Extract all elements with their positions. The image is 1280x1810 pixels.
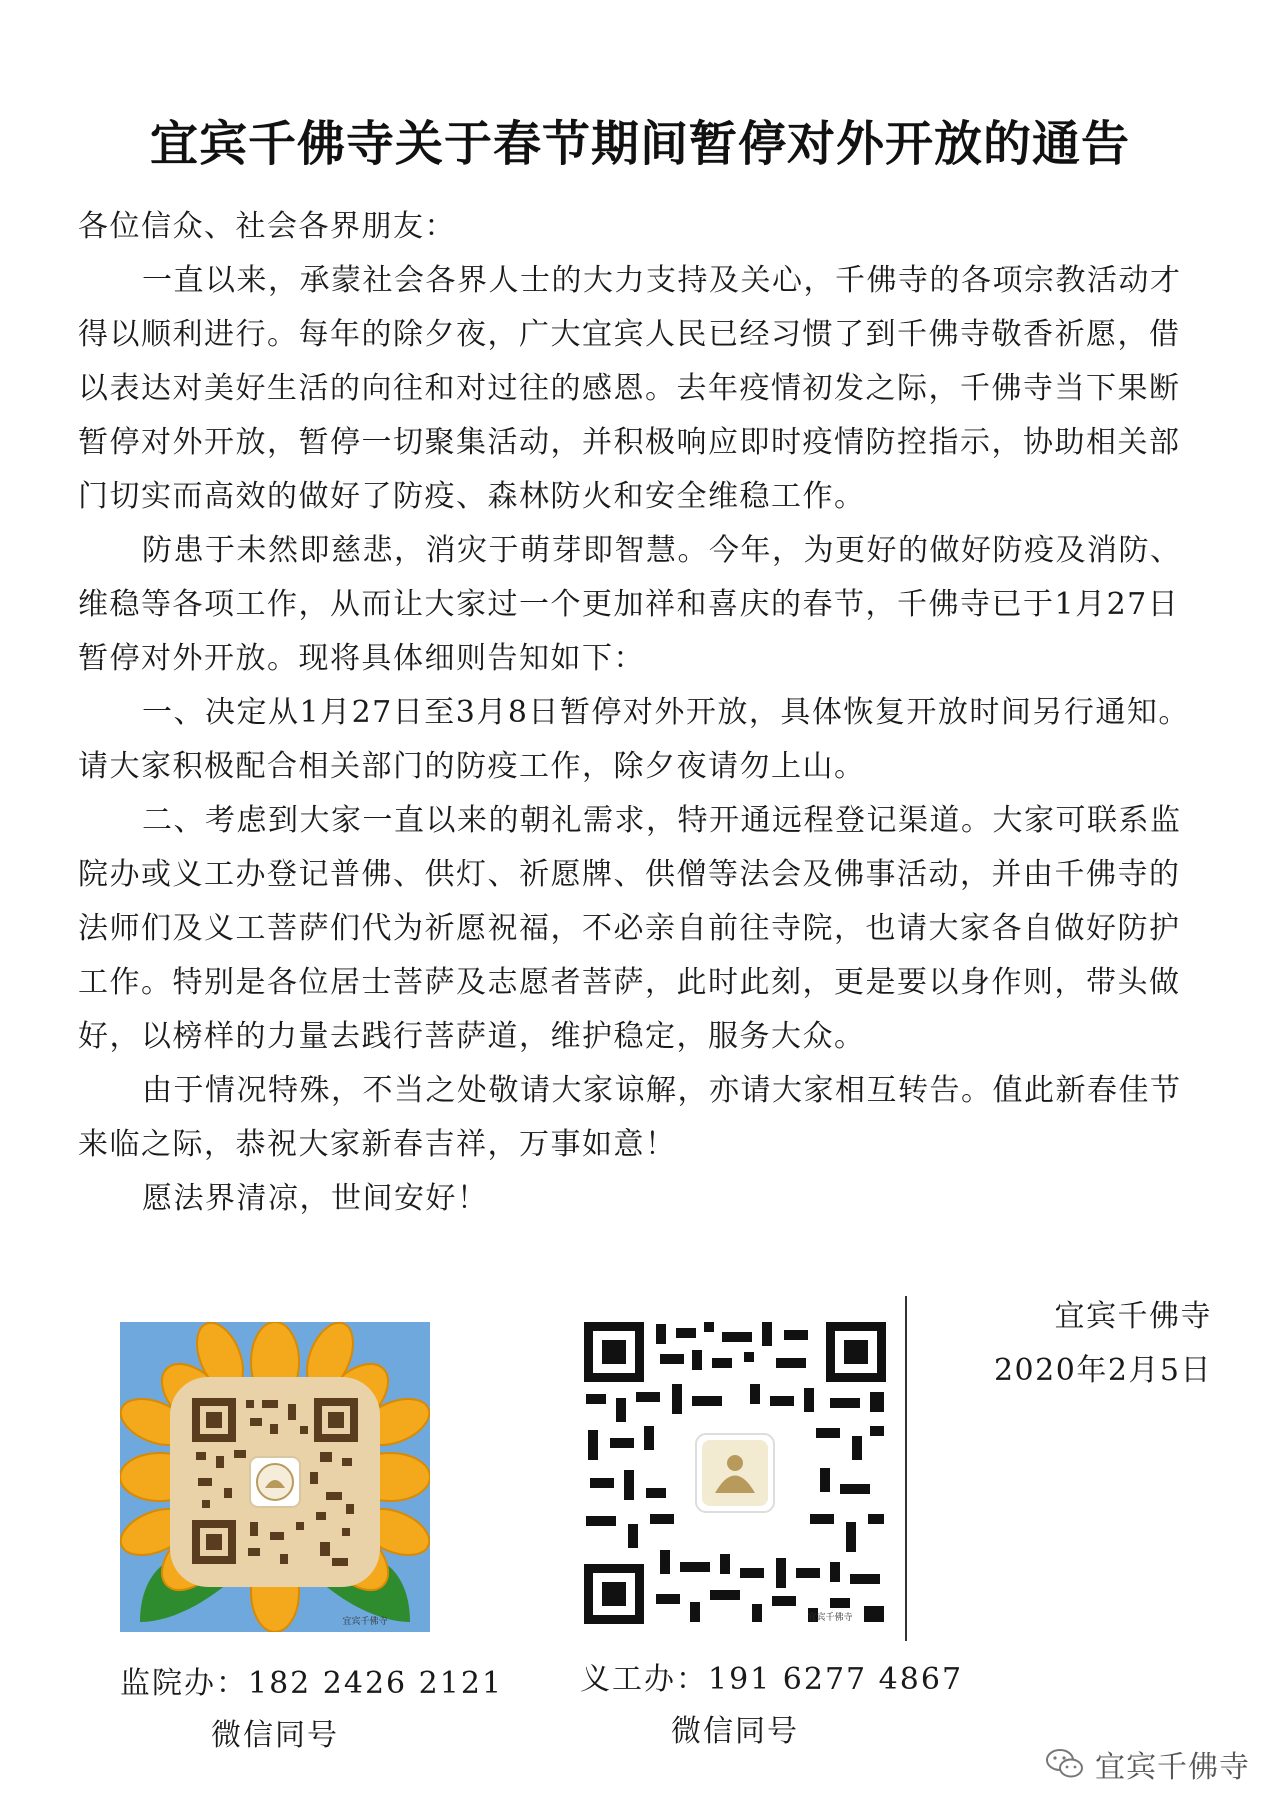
contact-note-jianyuan: 微信同号 [211, 1718, 339, 1753]
signature-org: 宜宾千佛寺 [1054, 1299, 1212, 1334]
contact-note-yigong: 微信同号 [671, 1714, 799, 1749]
account-watermark [1045, 1742, 1250, 1786]
greeting: 各位信众、社会各界朋友： [78, 209, 456, 244]
contact-block-yigong [580, 1318, 964, 1758]
qr-caption-left: 宜宾千佛寺 [342, 1617, 388, 1627]
notice-title: 宜宾千佛寺关于春节期间暂停对外开放的通告 [149, 116, 1130, 172]
vertical-divider [905, 1296, 907, 1641]
notice-body [78, 200, 1208, 1226]
paragraph-1: 一直以来，承蒙社会各界人士的大力支持及关心，千佛寺的各项宗教活动才得以顺利进行。每年的除夕夜，广大宜宾人民已经习惯了到千佛寺敬香祈愿，借以表达对美好生活的向往和对过往的感恩。去年疫情初发之际，千佛寺当下果断暂停对外开放，暂停一切聚集活动，并积极响应即时疫情防控指示，协助相关部门切实而高效的做好了防疫、森林防火和安全维稳工作。 [78, 263, 1182, 514]
paragraph-5: 由于情况特殊，不当之处敬请大家谅解，亦请大家相互转告。值此新春佳节来临之际，恭祝大家新春吉祥，万事如意！ [78, 1073, 1182, 1162]
paragraph-2: 防患于未然即慈悲，消灾于萌芽即智慧。今年，为更好的做好防疫及消防、维稳等各项工作，从而让大家过一个更加祥和喜庆的春节，千佛寺已于1月27日暂停对外开放。现将具体细则告知如下： [78, 533, 1182, 676]
paragraph-4: 二、考虑到大家一直以来的朝礼需求，特开通远程登记渠道。大家可联系监院办或义工办登记普佛、供灯、祈愿牌、供僧等法会及佛事活动，并由千佛寺的法师们及义工菩萨们代为祈愿祝福，不必亲自前往寺院，也请大家各自做好防护工作。特别是各位居士菩萨及志愿者菩萨，此时此刻，更是要以身作则，带头做好，以榜样的力量去践行菩萨道，维护稳定，服务大众。 [78, 803, 1182, 1054]
paragraph-6: 愿法界清凉，世间安好！ [142, 1181, 489, 1216]
paragraph-3: 一、决定从1月27日至3月8日暂停对外开放，具体恢复开放时间另行通知。请大家积极配合相关部门的防疫工作，除夕夜请勿上山。 [78, 695, 1190, 784]
contact-label-yigong: 义工办：191 6277 4867 [580, 1662, 964, 1697]
contact-block-jianyuan [120, 1322, 504, 1762]
sunflower-qr-code-icon[interactable] [120, 1322, 430, 1632]
signature [994, 1290, 1212, 1398]
qr-code-icon[interactable] [580, 1318, 890, 1628]
signature-date: 2020年2月5日 [993, 1353, 1212, 1388]
watermark-text: 宜宾千佛寺 [1095, 1750, 1250, 1785]
wechat-icon [1045, 1747, 1085, 1781]
qr-caption-right: 宜宾千佛寺 [807, 1613, 853, 1623]
contact-label-jianyuan: 监院办：182 2426 2121 [120, 1666, 504, 1701]
